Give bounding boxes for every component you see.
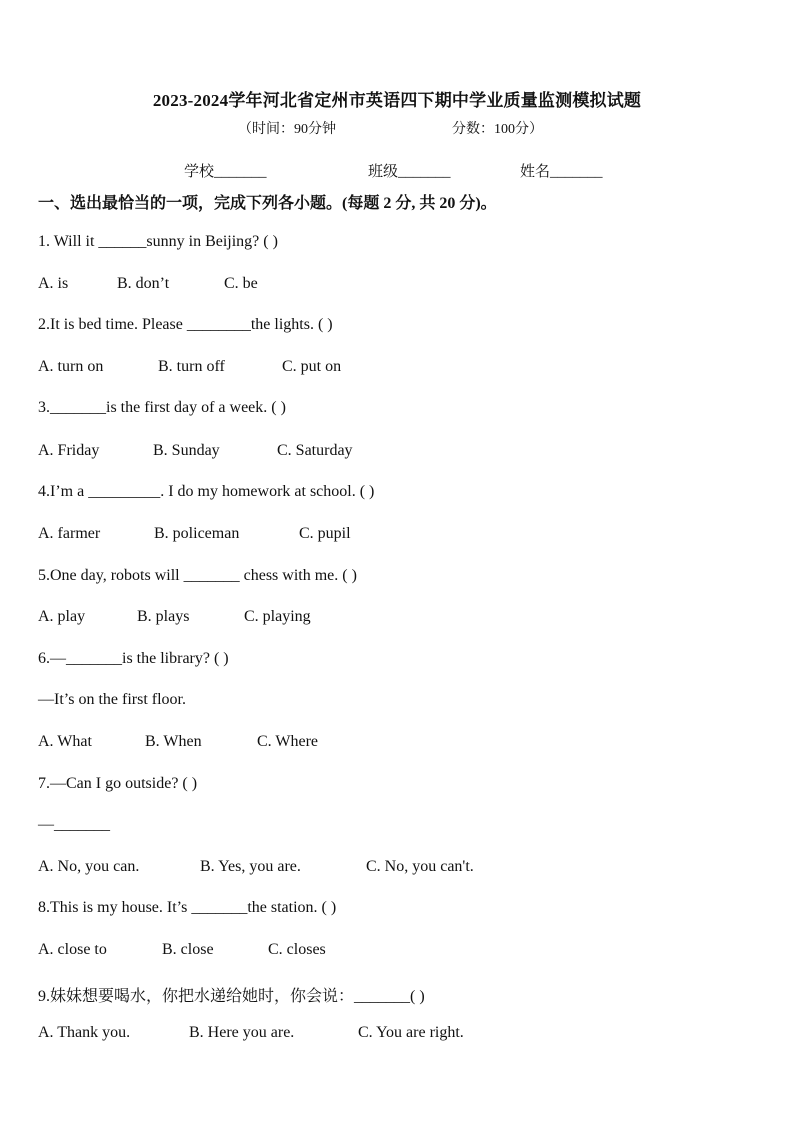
option-b: B. close: [162, 941, 214, 958]
option-c: C. be: [224, 275, 258, 292]
option-a: A. play: [38, 608, 86, 625]
question-4: 4.I’m a _________. I do my homework at school. ( ): [38, 483, 375, 500]
option-a: A. farmer: [38, 525, 101, 542]
question-5: 5.One day, robots will _______ chess with me. ( ): [38, 567, 357, 584]
option-a: A. Friday: [38, 442, 100, 459]
option-a: A. turn on: [38, 358, 104, 375]
question-7-reply: —_______: [38, 816, 110, 833]
option-c: C. Where: [257, 733, 319, 750]
question-6-reply: —It’s on the first floor.: [38, 691, 186, 708]
question-7: 7.—Can I go outside? ( ): [38, 775, 198, 792]
option-a: A. is: [38, 275, 69, 292]
option-a: A. Thank you.: [38, 1024, 131, 1041]
option-c: C. No, you can't.: [366, 858, 474, 875]
name-field: 姓名_______: [520, 164, 603, 180]
option-c: C. put on: [282, 358, 342, 375]
question-8: 8.This is my house. It’s _______the station. ( ): [38, 899, 337, 916]
option-b: B. don’t: [117, 275, 170, 292]
option-c: C. closes: [268, 941, 326, 958]
question-2: 2.It is bed time. Please ________the lights. ( ): [38, 316, 333, 333]
option-a: A. What: [38, 733, 92, 750]
option-b: B. Yes, you are.: [200, 858, 301, 875]
question-1: 1. Will it ______sunny in Beijing? ( ): [38, 233, 278, 250]
option-b: B. turn off: [158, 358, 225, 375]
question-9: 9.妹妹想要喝水，你把水递给她时，你会说：_______( ): [38, 988, 425, 1005]
option-b: B. policeman: [154, 525, 240, 542]
exam-title: 2023-2024学年河北省定州市英语四下期中学业质量监测模拟试题: [152, 91, 642, 110]
question-6: 6.—_______is the library? ( ): [38, 650, 229, 667]
option-c: C. playing: [244, 608, 311, 625]
section-heading: 一、选出最恰当的一项，完成下列各小题。(每题 2 分, 共 20 分)。: [38, 195, 497, 212]
school-field: 学校_______: [184, 164, 267, 180]
option-a: A. No, you can.: [38, 858, 140, 875]
exam-score: 分数：100分）: [452, 122, 543, 137]
option-b: B. plays: [137, 608, 190, 625]
option-b: B. Here you are.: [189, 1024, 295, 1041]
class-field: 班级_______: [368, 164, 451, 180]
question-3: 3._______is the first day of a week. ( ): [38, 399, 286, 416]
option-c: C. Saturday: [277, 442, 353, 459]
option-a: A. close to: [38, 941, 107, 958]
option-b: B. When: [145, 733, 202, 750]
option-b: B. Sunday: [153, 442, 220, 459]
option-c: C. You are right.: [358, 1024, 464, 1041]
exam-time: （时间：90分钟: [238, 122, 336, 137]
option-c: C. pupil: [299, 525, 351, 542]
